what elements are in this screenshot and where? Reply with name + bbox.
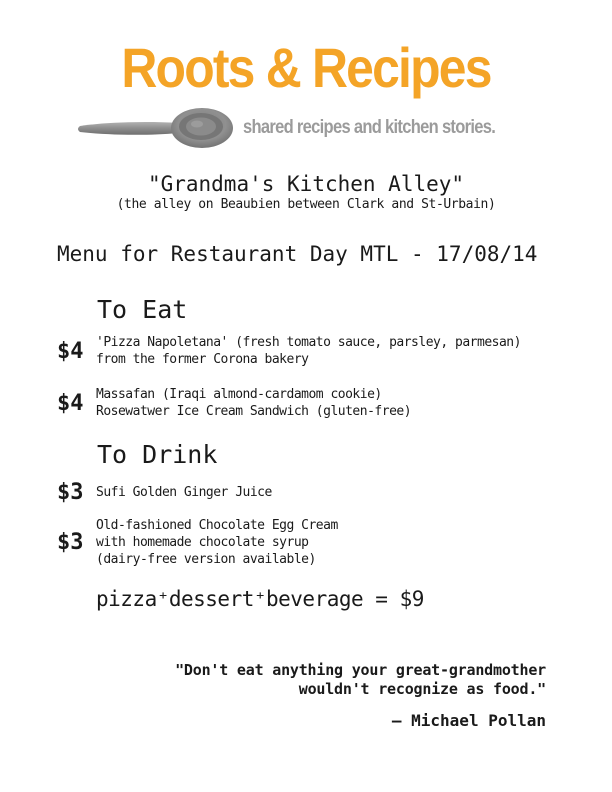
wooden-spoon-icon [73, 105, 236, 152]
item-description [96, 517, 338, 568]
item-line: with homemade chocolate syrup [96, 535, 309, 550]
venue-location: (the alley on Beaubien between Clark and St-Urbain) [116, 197, 496, 212]
menu-item-ginger-juice [57, 480, 272, 505]
item-line: Old-fashioned Chocolate Egg Cream [96, 518, 338, 533]
menu-title: Menu for Restaurant Day MTL - 17/08/14 [57, 242, 538, 266]
item-price: $3 [57, 480, 84, 505]
menu-item-egg-cream [57, 517, 338, 568]
quote-attribution: — Michael Pollan [391, 711, 546, 730]
item-line: from the former Corona bakery [96, 352, 309, 367]
item-line: (dairy-free version available) [96, 552, 316, 567]
menu-item-dessert [57, 386, 411, 420]
item-line: Massafan (Iraqi almond-cardamom cookie) [96, 387, 382, 402]
section-heading-to-eat: To Eat [97, 295, 188, 324]
item-price: $3 [57, 530, 84, 555]
quote-line: wouldn't recognize as food." [298, 680, 546, 698]
venue-name: "Grandma's Kitchen Alley" [147, 172, 465, 196]
item-line: Rosewatwer Ice Cream Sandwich (gluten-free) [96, 404, 412, 419]
quote-line: "Don't eat anything your great-grandmother [175, 661, 546, 679]
brand-tagline: shared recipes and kitchen stories. [243, 117, 496, 138]
item-price: $4 [57, 338, 84, 364]
menu-item-pizza [57, 334, 521, 368]
section-heading-to-drink: To Drink [97, 440, 218, 469]
item-description [96, 334, 521, 368]
item-line: 'Pizza Napoletana' (fresh tomato sauce, parsley, parmesan) [96, 335, 521, 350]
brand-title: Roots & Recipes [121, 36, 491, 99]
item-price: $4 [57, 390, 84, 416]
item-description [96, 484, 272, 501]
item-line: Sufi Golden Ginger Juice [96, 485, 272, 500]
item-description [96, 386, 411, 420]
quote [175, 661, 546, 699]
combo-price-line: pizza⁺dessert⁺beverage = $9 [96, 587, 424, 611]
